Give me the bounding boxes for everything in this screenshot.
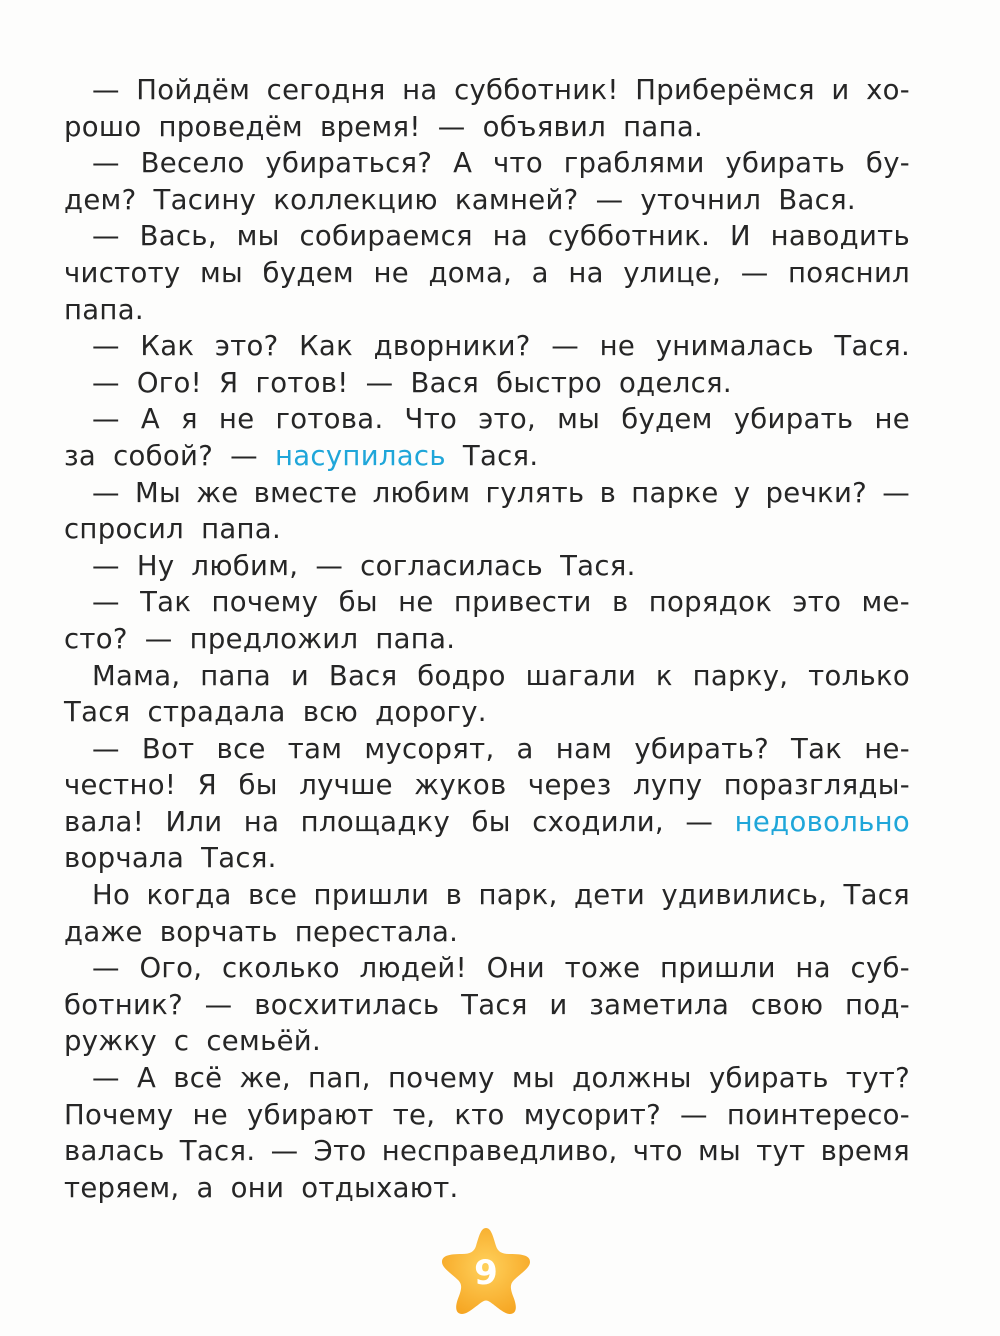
text-segment: вала! Или на площадку бы сходили, — xyxy=(64,805,735,838)
text-line: — Как это? Как дворники? — не унималась Тася. xyxy=(92,330,910,363)
text-line: — Вот все там мусорят, а нам убирать? Так не- xyxy=(92,732,910,765)
page-number: 9 xyxy=(474,1253,498,1293)
text-line: сто? — предложил папа. xyxy=(64,622,456,655)
text-line: даже ворчать перестала. xyxy=(64,915,459,948)
text-line: — Вась, мы собираемся на субботник. И наводить xyxy=(92,220,910,253)
text-line: Тася страдала всю дорогу. xyxy=(64,696,487,729)
text-line: Но когда все пришли в парк, дети удивились, Тася xyxy=(92,879,910,912)
text-line xyxy=(64,438,910,475)
text-line: ружку с семьёй. xyxy=(64,1025,322,1058)
text-line: ворчала Тася. xyxy=(64,842,277,875)
text-line: — Мы же вместе любим гулять в парке у речки? — xyxy=(92,476,910,509)
text-line: — Так почему бы не привести в порядок это ме- xyxy=(92,586,910,619)
text-line xyxy=(64,804,910,841)
text-line: — Ну любим, — согласилась Тася. xyxy=(92,549,636,582)
text-line: — Пойдём сегодня на субботник! Приберёмся и хо- xyxy=(92,74,910,106)
text-line: — Ого, сколько людей! Они тоже пришли на суб- xyxy=(92,952,910,985)
text-line: Мама, папа и Вася бодро шагали к парку, только xyxy=(92,659,910,692)
text-line: ботник? — восхитилась Тася и заметила свою под- xyxy=(64,988,910,1021)
text-line: Почему не убирают те, кто мусорит? — поинтересо- xyxy=(64,1098,910,1131)
text-line: честно! Я бы лучше жуков через лупу поразгляды- xyxy=(64,769,910,802)
text-line: дем? Тасину коллекцию камней? — уточнил Вася. xyxy=(64,183,856,216)
story-text xyxy=(64,72,910,1206)
text-line: папа. xyxy=(64,293,144,326)
text-line: валась Тася. — Это несправедливо, что мы тут время xyxy=(64,1135,910,1168)
text-line: — Весело убираться? А что граблями убирать бу- xyxy=(92,147,910,180)
highlighted-word: насупилась xyxy=(275,439,446,472)
highlighted-word: недовольно xyxy=(734,805,910,838)
text-line: — А я не готова. Что это, мы будем убирать не xyxy=(92,403,910,436)
text-line: — Ого! Я готов! — Вася быстро оделся. xyxy=(92,366,732,399)
text-line: — А всё же, пап, почему мы должны убирать тут? xyxy=(92,1062,910,1095)
page-number-badge xyxy=(436,1222,536,1318)
text-line: спросил папа. xyxy=(64,513,281,546)
text-segment: за собой? — xyxy=(64,439,275,472)
text-segment: Тася. xyxy=(445,439,539,472)
text-line: рошо проведём время! — объявил папа. xyxy=(64,110,704,143)
text-line: теряем, а они отдыхают. xyxy=(64,1171,459,1204)
text-line: чистоту мы будем не дома, а на улице, — пояснил xyxy=(64,256,910,289)
